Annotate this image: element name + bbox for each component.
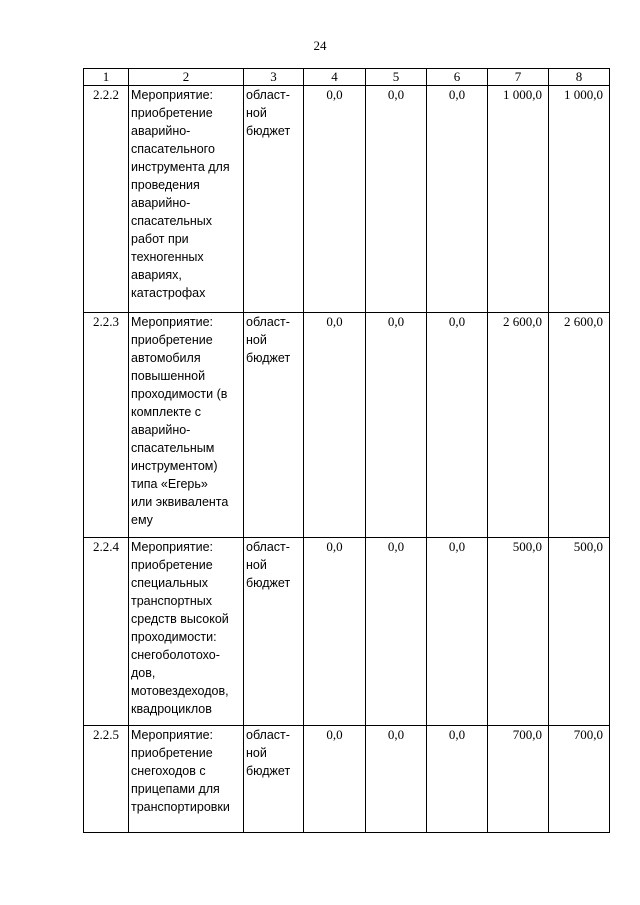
description-line: аварийно- (131, 124, 191, 138)
column-header: 4 (304, 69, 366, 86)
column-header: 2 (129, 69, 244, 86)
description-line: Мероприятие: (131, 88, 214, 102)
funding-source-line: ной (246, 106, 267, 120)
description-line: повышенной (131, 369, 206, 383)
description-line: Мероприятие: (131, 728, 214, 742)
description-line: автомобиля (131, 351, 201, 365)
row-number: 2.2.3 (84, 313, 129, 538)
description-line: Мероприятие: (131, 315, 214, 329)
header-row (84, 69, 610, 86)
description-line: работ при (131, 232, 189, 246)
amount-cell: 1 000,0 (549, 86, 610, 313)
column-header: 3 (244, 69, 304, 86)
funding-source-line: ной (246, 333, 267, 347)
description-line: проходимости (в (131, 387, 228, 401)
amount-cell: 0,0 (304, 86, 366, 313)
description-line: спасательным (131, 441, 215, 455)
funding-source-line: бюджет (246, 764, 291, 778)
description-line: приобретение (131, 558, 213, 572)
measure-description (129, 86, 244, 313)
description-line: инструмента для (131, 160, 230, 174)
funding-source (244, 313, 304, 538)
column-header: 5 (366, 69, 427, 86)
funding-source-line: област- (246, 540, 290, 554)
amount-cell: 0,0 (427, 86, 488, 313)
funding-source-line: бюджет (246, 124, 291, 138)
page-number: 24 (313, 38, 327, 53)
amount-cell: 0,0 (427, 726, 488, 833)
description-line: аварийно- (131, 196, 191, 210)
description-line: аварийно- (131, 423, 191, 437)
column-header: 8 (549, 69, 610, 86)
funding-source (244, 538, 304, 726)
measure-description (129, 313, 244, 538)
row-number: 2.2.4 (84, 538, 129, 726)
amount-cell: 2 600,0 (488, 313, 549, 538)
description-line: катастрофах (131, 286, 206, 300)
description-line: спасательных (131, 214, 212, 228)
amount-cell: 1 000,0 (488, 86, 549, 313)
amount-cell: 2 600,0 (549, 313, 610, 538)
description-line: средств высокой (131, 612, 229, 626)
amount-cell: 0,0 (304, 538, 366, 726)
description-line: спасательного (131, 142, 215, 156)
measure-description (129, 538, 244, 726)
description-line: снегоболотохо- (131, 648, 220, 662)
table-row (84, 726, 610, 833)
description-line: транспортировки (131, 800, 230, 814)
amount-cell: 700,0 (488, 726, 549, 833)
amount-cell: 0,0 (304, 313, 366, 538)
column-header: 1 (84, 69, 129, 86)
measure-description (129, 726, 244, 833)
amount-cell: 0,0 (304, 726, 366, 833)
table-row (84, 538, 610, 726)
funding-source-line: област- (246, 315, 290, 329)
description-line: снегоходов с (131, 764, 206, 778)
funding-source-line: ной (246, 746, 267, 760)
description-line: квадроциклов (131, 702, 212, 716)
amount-cell: 0,0 (427, 313, 488, 538)
funding-source-line: ной (246, 558, 267, 572)
description-line: техногенных (131, 250, 204, 264)
description-line: типа «Егерь» (131, 477, 208, 491)
funding-source (244, 726, 304, 833)
funding-source-line: бюджет (246, 576, 291, 590)
amount-cell: 700,0 (549, 726, 610, 833)
amount-cell: 0,0 (366, 86, 427, 313)
description-line: приобретение (131, 333, 213, 347)
amount-cell: 0,0 (366, 726, 427, 833)
description-line: приобретение (131, 106, 213, 120)
description-line: прицепами для (131, 782, 220, 796)
description-line: транспортных (131, 594, 213, 608)
table-row (84, 86, 610, 313)
amount-cell: 0,0 (366, 538, 427, 726)
description-line: проходимости: (131, 630, 217, 644)
description-line: или эквивалента (131, 495, 229, 509)
description-line: проведения (131, 178, 200, 192)
column-header: 7 (488, 69, 549, 86)
description-line: Мероприятие: (131, 540, 214, 554)
amount-cell: 0,0 (427, 538, 488, 726)
amount-cell: 500,0 (488, 538, 549, 726)
description-line: инструментом) (131, 459, 218, 473)
description-line: авариях, (131, 268, 182, 282)
funding-source (244, 86, 304, 313)
description-line: дов, (131, 666, 156, 680)
amount-cell: 0,0 (366, 313, 427, 538)
funding-source-line: бюджет (246, 351, 291, 365)
table-row (84, 313, 610, 538)
column-header: 6 (427, 69, 488, 86)
row-number: 2.2.5 (84, 726, 129, 833)
amount-cell: 500,0 (549, 538, 610, 726)
description-line: комплекте с (131, 405, 202, 419)
funding-source-line: област- (246, 728, 290, 742)
row-number: 2.2.2 (84, 86, 129, 313)
description-line: ему (131, 513, 153, 527)
description-line: мотовездеходов, (131, 684, 229, 698)
description-line: приобретение (131, 746, 213, 760)
budget-table (83, 68, 610, 833)
description-line: специальных (131, 576, 209, 590)
funding-source-line: област- (246, 88, 290, 102)
